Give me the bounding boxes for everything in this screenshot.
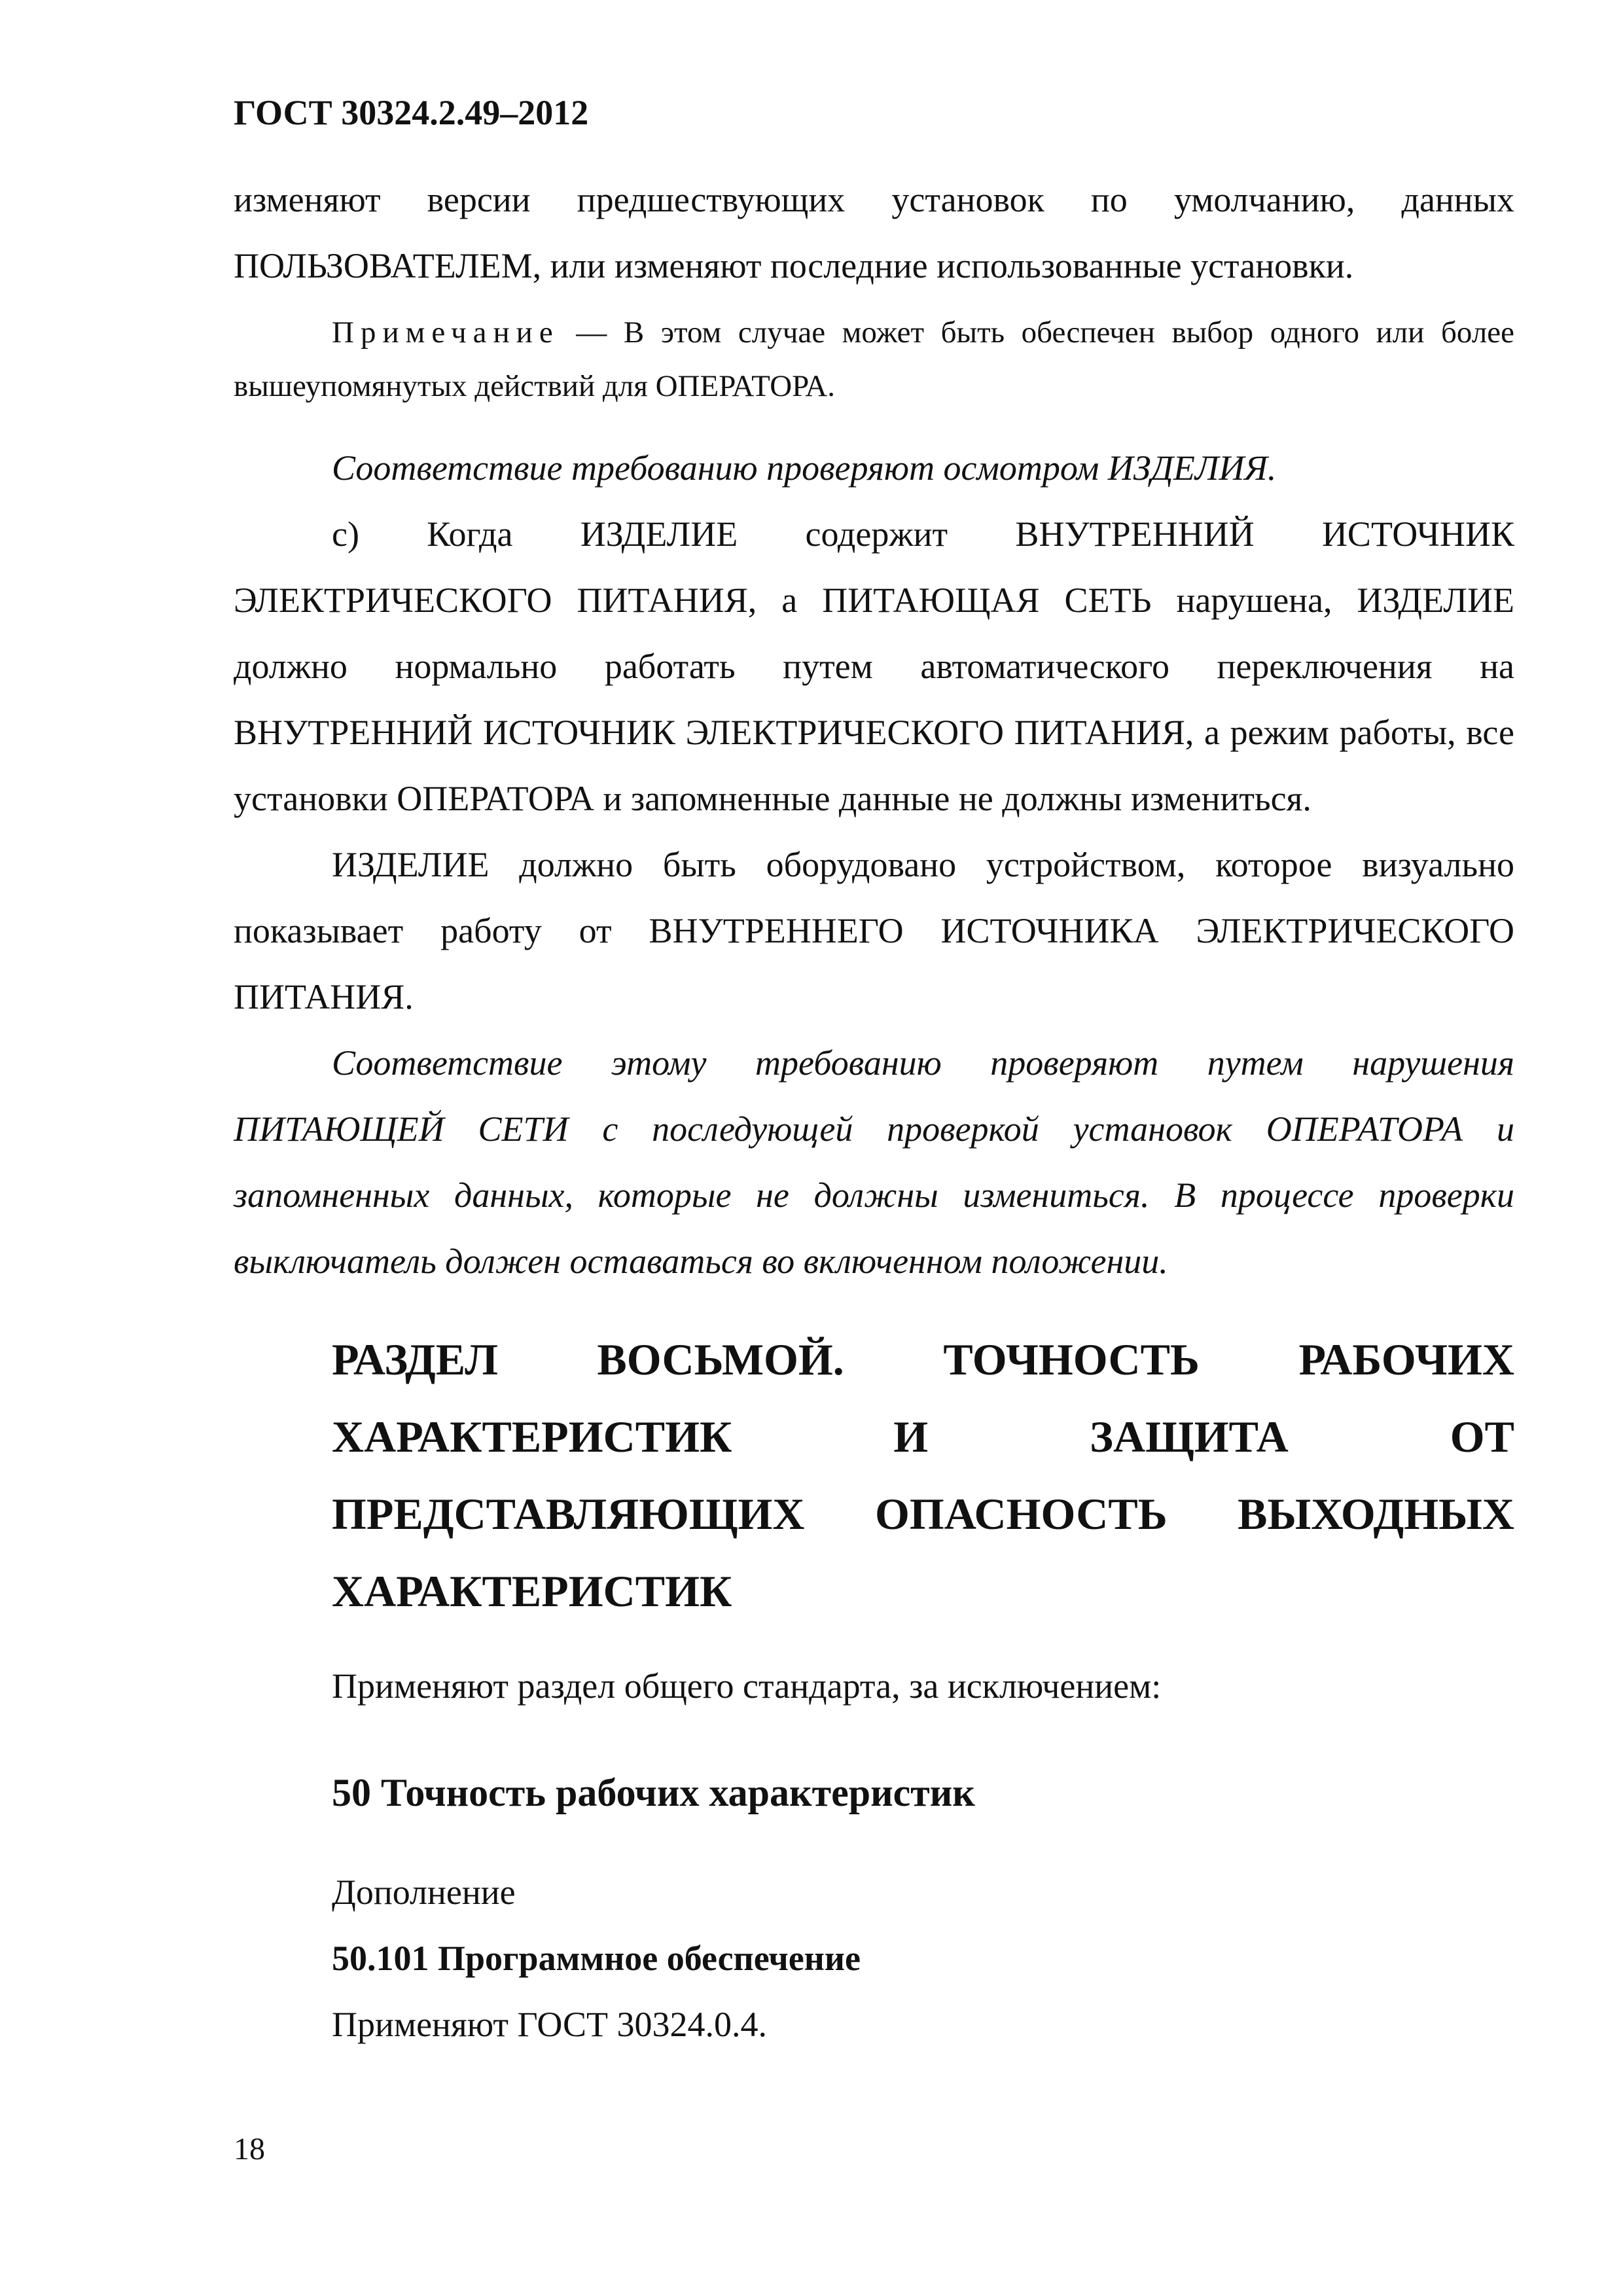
item-c-paragraph: c) Когда ИЗДЕЛИЕ содержит ВНУТРЕННИЙ ИСТОЧНИК ЭЛЕКТРИЧЕСКОГО ПИТАНИЯ, а ПИТАЮЩАЯ СЕТЬ нарушена, ИЗДЕЛИЕ должно нормально работать путем автоматического переключения на ВНУТРЕННИЙ ИСТОЧНИК ЭЛЕКТРИЧЕСКОГО ПИТАНИЯ, а режим работы, все установки ОПЕРАТОРА и запомненные данные не должны измениться.	[234, 514, 1514, 818]
page-content	[234, 167, 1514, 2058]
paragraph-continuation: изменяют версии предшествующих установок по умолчанию, данных ПОЛЬЗОВАТЕЛЕМ, или изменяют последние использованные установки.	[234, 180, 1514, 285]
addition-label: Дополнение	[332, 1873, 516, 1912]
compliance-statement-2: Соответствие этому требованию проверяют путем нарушения ПИТАЮЩЕЙ СЕТИ с последующей проверкой установок ОПЕРАТОРА и запомненных данных, которые не должны измениться. В процессе проверки выключатель должен оставаться во включенном положении.	[234, 1043, 1514, 1281]
clause-title: 50 Точность рабочих характеристик	[332, 1771, 975, 1814]
note-text: — В этом случае может быть обеспечен выбор одного или более вышеупомянутых действий для ОПЕРАТОРА.	[234, 315, 1514, 403]
subclause-text: Применяют ГОСТ 30324.0.4.	[332, 2005, 768, 2044]
document-header: ГОСТ 30324.2.49–2012	[234, 93, 589, 132]
section-intro: Применяют раздел общего стандарта, за исключением:	[332, 1666, 1162, 1706]
note-label: Примечание	[332, 315, 560, 350]
subclause-title: 50.101 Программное обеспечение	[332, 1939, 861, 1978]
compliance-statement-1: Соответствие требованию проверяют осмотром ИЗДЕЛИЯ.	[332, 448, 1277, 488]
device-paragraph: ИЗДЕЛИЕ должно быть оборудовано устройством, которое визуально показывает работу от ВНУТРЕННЕГО ИСТОЧНИКА ЭЛЕКТРИЧЕСКОГО ПИТАНИЯ.	[234, 845, 1514, 1016]
section-title: РАЗДЕЛ ВОСЬМОЙ. ТОЧНОСТЬ РАБОЧИХ ХАРАКТЕРИСТИК И ЗАЩИТА ОТ ПРЕДСТАВЛЯЮЩИХ ОПАСНОСТЬ ВЫХОДНЫХ ХАРАКТЕРИСТИК	[332, 1335, 1514, 1616]
note-paragraph	[234, 306, 1514, 413]
page-number: 18	[234, 2132, 265, 2166]
